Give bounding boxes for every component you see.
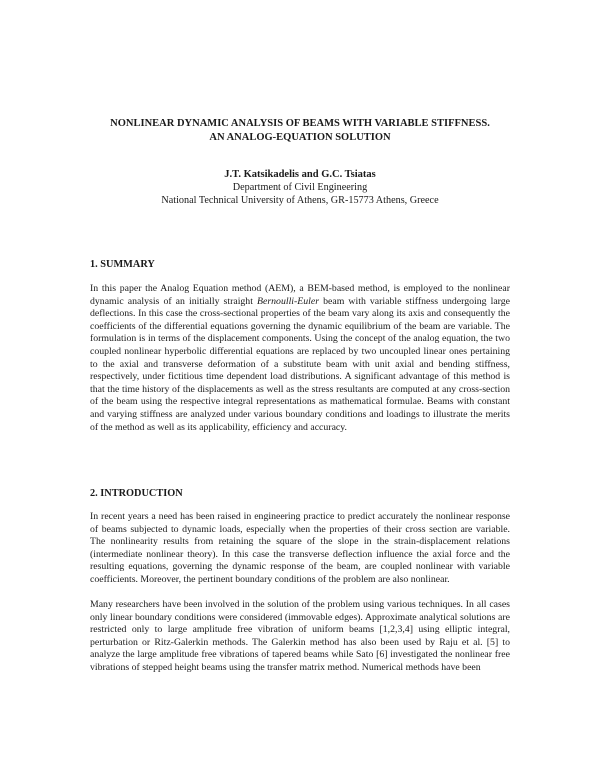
- summary-text-emphasis: Bernoulli-Euler: [257, 295, 320, 307]
- affiliation-university: National Technical University of Athens, GR-15773 Athens, Greece: [161, 195, 439, 206]
- section-heading-introduction: 2. INTRODUCTION: [90, 488, 183, 499]
- summary-text-before: In this paper the Analog Equation method (AEM), a BEM-based method, is employed to the nonlinear dynamic analysis of an initially straight: [90, 283, 510, 307]
- title-line-2: AN ANALOG-EQUATION SOLUTION: [209, 132, 391, 143]
- paper-title: [60, 117, 540, 145]
- introduction-paragraph-2: Many researchers have been involved in the solution of the problem using various techniques. In all cases only linear boundary conditions were considered (immovable edges). Approximate analytical solutions are restricted only to large amplitude free vibration of uniform beams [1,2,3,4] using elliptic integral, perturbation or Ritz-Galerkin methods. The Galerkin method has also been used by Raju et al. [5] to analyze the large amplitude free vibrations of tapered beams while Sato [6] investigated the nonlinear free vibrations of stepped height beams using the transfer matrix method. Numerical methods have been: [90, 599, 510, 673]
- summary-paragraph: [90, 283, 510, 434]
- section-heading-summary: 1. SUMMARY: [90, 259, 155, 270]
- authors: J.T. Katsikadelis and G.C. Tsiatas: [224, 169, 376, 180]
- affiliation-department: Department of Civil Engineering: [232, 182, 368, 193]
- title-line-1: NONLINEAR DYNAMIC ANALYSIS OF BEAMS WITH VARIABLE STIFFNESS.: [110, 118, 490, 129]
- introduction-paragraph-1: In recent years a need has been raised in engineering practice to predict accurately the nonlinear response of beams subjected to dynamic loads, especially when the properties of their cross section are variable. The nonlinearity results from retaining the square of the slope in the strain-displacement relations (intermediate nonlinear theory). In this case the transverse deflection influence the axial force and the resulting equations, governing the dynamic response of the beam, are coupled nonlinear with variable coefficients. Moreover, the pertinent boundary conditions of the problem are also nonlinear.: [90, 511, 510, 585]
- summary-text-after: beam with variable stiffness undergoing large deflections. In this case the cross-sectional properties of the beam vary along its axis and consequently the coefficients of the differential equations governing the dynamic equilibrium of the beam are variable. The formulation is in terms of the displacement components. Using the concept of the analog equation, the two coupled nonlinear hyperbolic differential equations are replaced by two uncoupled linear ones pertaining to the axial and transverse deformation of a substitute beam with unit axial and bending stiffness, respectively, under fictitious time dependent load distributions. A significant advantage of this method is that the time history of the displacements as well as the stress resultants are computed at any cross-section of the beam using the respective integral representations as mathematical formulae. Beams with constant and varying stiffness are analyzed under various boundary conditions and loadings to illustrate the merits of the method as well as its applicability, efficiency and accuracy.: [90, 295, 511, 433]
